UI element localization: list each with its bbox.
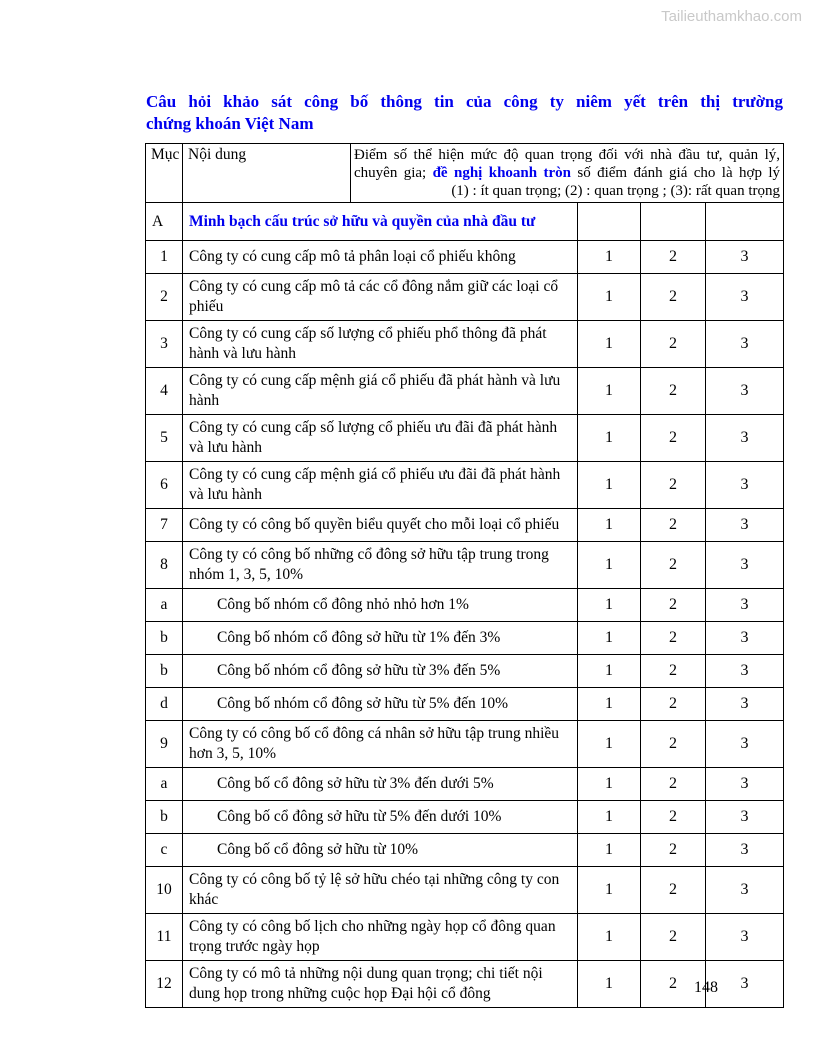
row-muc: a [146, 589, 183, 622]
row-score-3: 3 [706, 688, 784, 721]
table-row [146, 509, 784, 542]
section-score-cell-1 [578, 203, 641, 241]
row-score-2: 2 [641, 415, 706, 462]
score-desc-line2-post: số điểm đánh giá cho là hợp lý [570, 165, 780, 181]
row-muc: 7 [146, 509, 183, 542]
table-row [146, 961, 784, 1008]
row-content: Công bố cổ đông sở hữu từ 10% [183, 834, 578, 867]
row-score-1: 1 [578, 622, 641, 655]
row-content: Công bố nhóm cổ đông sở hữu từ 5% đến 10% [183, 688, 578, 721]
row-content: Công ty có mô tả những nội dung quan trọng; chi tiết nội dung họp trong những cuộc họp Đại hội cổ đông [183, 961, 578, 1008]
table-row [146, 914, 784, 961]
table-row [146, 768, 784, 801]
row-score-1: 1 [578, 462, 641, 509]
table-row [146, 655, 784, 688]
survey-table [145, 143, 784, 1008]
row-score-2: 2 [641, 589, 706, 622]
row-score-1: 1 [578, 914, 641, 961]
row-content: Công ty có cung cấp mô tả các cổ đông nắm giữ các loại cổ phiếu [183, 274, 578, 321]
table-body [146, 203, 784, 1008]
table-row [146, 274, 784, 321]
row-score-1: 1 [578, 867, 641, 914]
table-row [146, 321, 784, 368]
row-content: Công bố cổ đông sở hữu từ 5% đến dưới 10% [183, 801, 578, 834]
row-muc: 9 [146, 721, 183, 768]
row-score-3: 3 [706, 321, 784, 368]
row-score-3: 3 [706, 867, 784, 914]
row-content: Công ty có công bố tỷ lệ sở hữu chéo tại những công ty con khác [183, 867, 578, 914]
row-muc: b [146, 622, 183, 655]
row-score-3: 3 [706, 622, 784, 655]
row-score-3: 3 [706, 914, 784, 961]
row-score-2: 2 [641, 542, 706, 589]
row-score-2: 2 [641, 914, 706, 961]
row-score-1: 1 [578, 274, 641, 321]
table-row [146, 622, 784, 655]
row-muc: 10 [146, 867, 183, 914]
row-muc: 4 [146, 368, 183, 415]
row-score-1: 1 [578, 768, 641, 801]
row-score-3: 3 [706, 589, 784, 622]
row-score-3: 3 [706, 274, 784, 321]
page-title [146, 91, 783, 135]
row-muc: 6 [146, 462, 183, 509]
row-muc: 11 [146, 914, 183, 961]
table-row [146, 688, 784, 721]
row-score-2: 2 [641, 768, 706, 801]
row-score-1: 1 [578, 721, 641, 768]
row-score-1: 1 [578, 589, 641, 622]
row-score-2: 2 [641, 801, 706, 834]
row-score-1: 1 [578, 509, 641, 542]
row-score-3: 3 [706, 542, 784, 589]
header-muc: Mục [146, 144, 183, 203]
row-content: Công bố nhóm cổ đông nhỏ nhỏ hơn 1% [183, 589, 578, 622]
row-score-2: 2 [641, 867, 706, 914]
table-row [146, 801, 784, 834]
row-muc: b [146, 655, 183, 688]
row-content: Công ty có công bố cổ đông cá nhân sở hữu tập trung nhiều hơn 3, 5, 10% [183, 721, 578, 768]
row-content: Công ty có cung cấp mô tả phân loại cổ phiếu không [183, 241, 578, 274]
row-score-3: 3 [706, 801, 784, 834]
row-score-2: 2 [641, 274, 706, 321]
row-score-3: 3 [706, 241, 784, 274]
row-score-1: 1 [578, 368, 641, 415]
table-row [146, 721, 784, 768]
row-score-3: 3 [706, 768, 784, 801]
page-title-line2: chứng khoán Việt Nam [146, 114, 314, 133]
section-score-cell-3 [706, 203, 784, 241]
row-score-2: 2 [641, 321, 706, 368]
row-score-1: 1 [578, 321, 641, 368]
row-score-2: 2 [641, 622, 706, 655]
row-score-3: 3 [706, 721, 784, 768]
row-score-3: 3 [706, 655, 784, 688]
row-score-3: 3 [706, 462, 784, 509]
row-score-3: 3 [706, 509, 784, 542]
row-score-1: 1 [578, 801, 641, 834]
row-content: Công ty có công bố những cổ đông sở hữu tập trung trong nhóm 1, 3, 5, 10% [183, 542, 578, 589]
section-score-cell-2 [641, 203, 706, 241]
row-muc: b [146, 801, 183, 834]
score-desc-line1: Điểm số thể hiện mức độ quan trọng đối với nhà đầu tư, quản lý, [354, 147, 780, 163]
row-score-2: 2 [641, 655, 706, 688]
row-score-3: 3 [706, 961, 784, 1008]
row-muc: d [146, 688, 183, 721]
table-row [146, 589, 784, 622]
table-header-row [146, 144, 784, 203]
row-score-1: 1 [578, 542, 641, 589]
row-content: Công ty có cung cấp mệnh giá cổ phiếu ưu đãi đã phát hành và lưu hành [183, 462, 578, 509]
row-score-3: 3 [706, 834, 784, 867]
row-muc: 5 [146, 415, 183, 462]
row-score-2: 2 [641, 834, 706, 867]
row-score-1: 1 [578, 688, 641, 721]
row-score-1: 1 [578, 415, 641, 462]
score-desc-highlight: đề nghị khoanh tròn [432, 165, 571, 181]
row-score-1: 1 [578, 961, 641, 1008]
row-score-3: 3 [706, 368, 784, 415]
table-row [146, 834, 784, 867]
row-score-2: 2 [641, 721, 706, 768]
row-score-3: 3 [706, 415, 784, 462]
header-noidung: Nội dung [183, 144, 351, 203]
row-score-2: 2 [641, 241, 706, 274]
row-muc: c [146, 834, 183, 867]
score-desc-line2-pre: chuyên gia; [354, 165, 433, 181]
row-score-2: 2 [641, 368, 706, 415]
row-muc: 8 [146, 542, 183, 589]
row-score-1: 1 [578, 834, 641, 867]
score-desc-line2 [354, 164, 780, 182]
row-content: Công ty có cung cấp mệnh giá cổ phiếu đã phát hành và lưu hành [183, 368, 578, 415]
table-row [146, 241, 784, 274]
watermark: Tailieuthamkhao.com [661, 8, 802, 25]
row-muc: 12 [146, 961, 183, 1008]
row-score-2: 2 [641, 961, 706, 1008]
row-score-2: 2 [641, 688, 706, 721]
row-muc: 1 [146, 241, 183, 274]
row-score-1: 1 [578, 241, 641, 274]
table-row [146, 415, 784, 462]
row-muc: 3 [146, 321, 183, 368]
row-score-2: 2 [641, 462, 706, 509]
row-muc: a [146, 768, 183, 801]
row-content: Công ty có công bố quyền biểu quyết cho mỗi loại cổ phiếu [183, 509, 578, 542]
section-muc: A [146, 203, 183, 241]
table-row [146, 368, 784, 415]
table-row [146, 462, 784, 509]
row-content: Công ty có công bố lịch cho những ngày họp cổ đông quan trọng trước ngày họp [183, 914, 578, 961]
table-row [146, 867, 784, 914]
section-row [146, 203, 784, 241]
row-score-2: 2 [641, 509, 706, 542]
section-label: Minh bạch cấu trúc sở hữu và quyền của nhà đầu tư [183, 203, 578, 241]
row-score-1: 1 [578, 655, 641, 688]
row-muc: 2 [146, 274, 183, 321]
row-content: Công bố nhóm cổ đông sở hữu từ 1% đến 3% [183, 622, 578, 655]
score-desc-line3: (1) : ít quan trọng; (2) : quan trọng ; (3): rất quan trọng [451, 183, 780, 199]
page-title-line1: Câu hỏi khảo sát công bố thông tin của công ty niêm yết trên thị trường [146, 92, 783, 111]
row-content: Công bố cổ đông sở hữu từ 3% đến dưới 5% [183, 768, 578, 801]
row-content: Công ty có cung cấp số lượng cổ phiếu phổ thông đã phát hành và lưu hành [183, 321, 578, 368]
row-content: Công ty có cung cấp số lượng cổ phiếu ưu đãi đã phát hành và lưu hành [183, 415, 578, 462]
page-number: 148 [694, 979, 718, 996]
row-content: Công bố nhóm cổ đông sở hữu từ 3% đến 5% [183, 655, 578, 688]
header-score-description [351, 144, 784, 203]
table-row [146, 542, 784, 589]
